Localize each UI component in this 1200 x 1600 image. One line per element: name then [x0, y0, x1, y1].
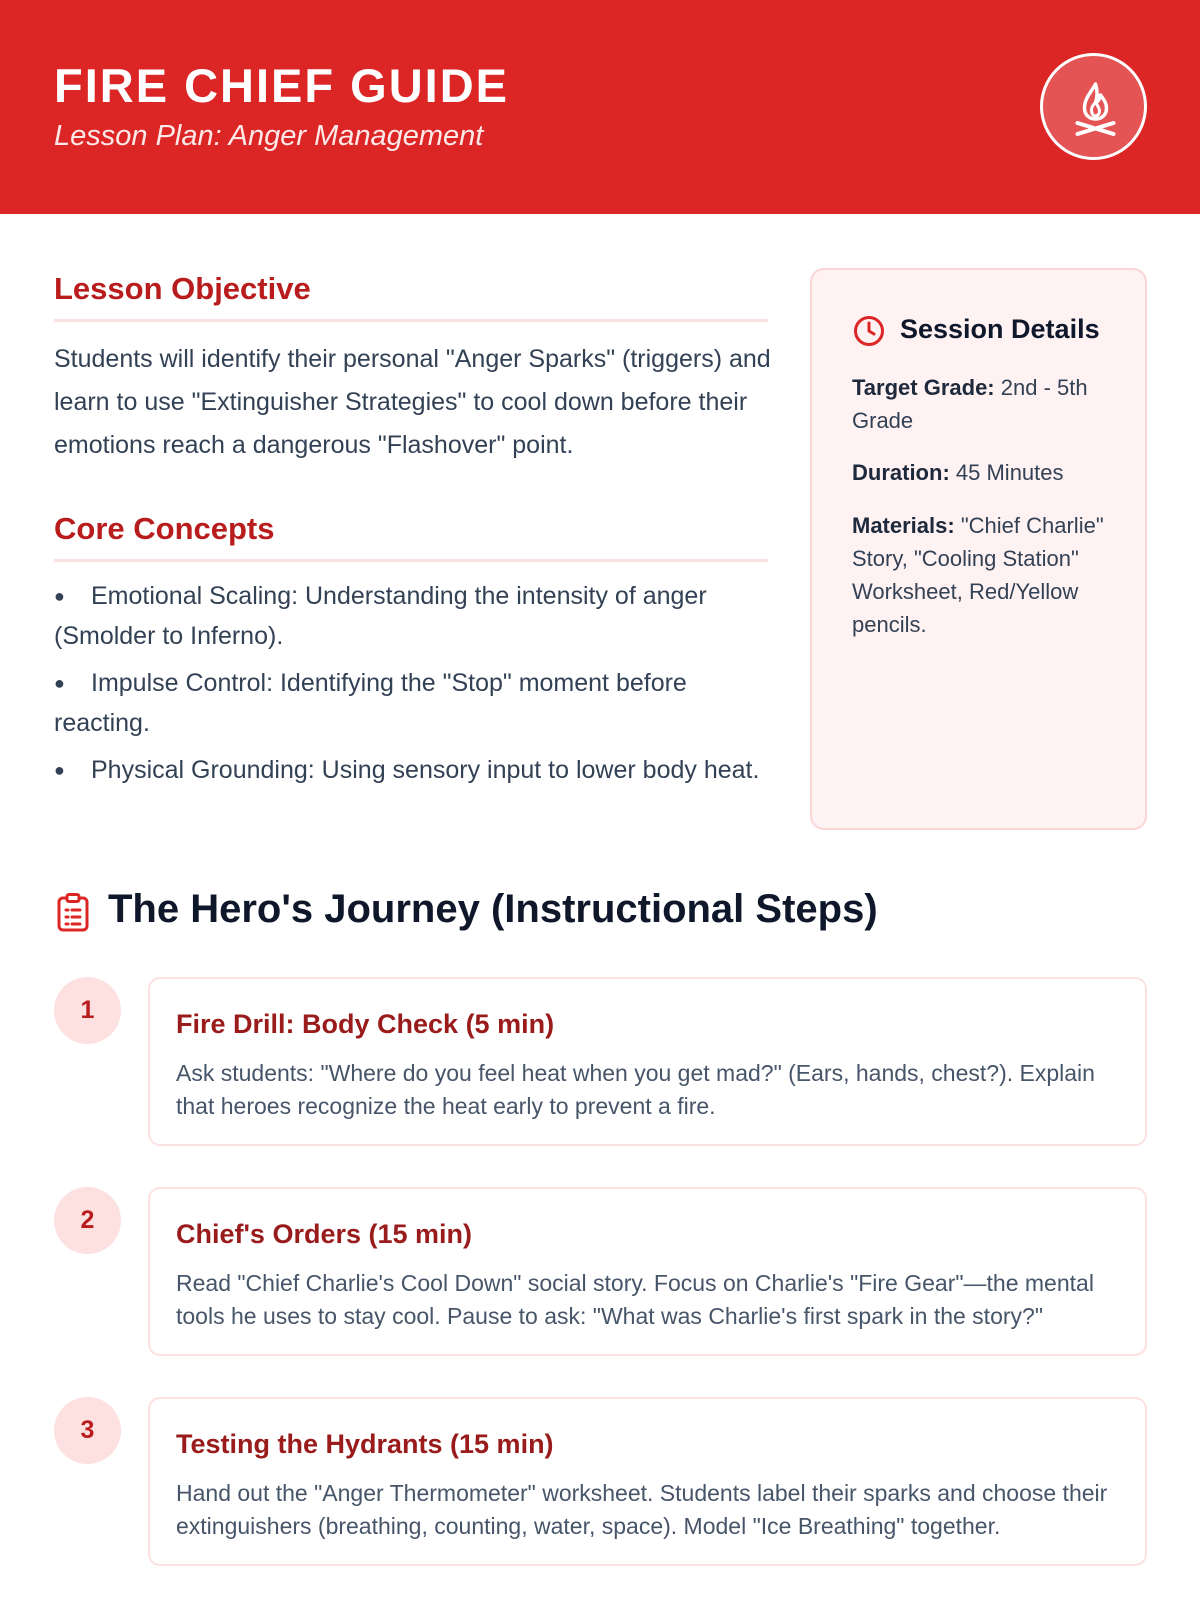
target-grade-row	[852, 371, 1122, 437]
clock-icon	[852, 314, 886, 348]
duration-label: Duration:	[852, 460, 950, 485]
target-grade-label: Target Grade:	[852, 375, 995, 400]
materials-value: "Chief Charlie" Story, "Cooling Station" Worksheet, Red/Yellow pencils.	[852, 513, 1104, 637]
journey-title: The Hero's Journey (Instructional Steps)	[108, 887, 878, 931]
concepts-list	[54, 576, 774, 797]
duration-value: 45 Minutes	[955, 460, 1064, 485]
bullet-icon: ●	[54, 673, 65, 693]
step-title: Fire Drill: Body Check (5 min)	[176, 1009, 555, 1039]
duration-row	[852, 456, 1122, 489]
step-number-3: 3	[54, 1397, 121, 1464]
step-text: Ask students: "Where do you feel heat when you get mad?" (Ears, hands, chest?). Explain that heroes recognize the heat early to prevent a fire.	[176, 1060, 1095, 1119]
materials-label: Materials:	[852, 513, 955, 538]
page-subtitle: Lesson Plan: Anger Management	[54, 120, 484, 152]
step-number-2: 2	[54, 1187, 121, 1254]
list-item: ● Impulse Control: Identifying the "Stop" moment before reacting.	[54, 663, 774, 743]
step-card-2	[148, 1187, 1147, 1356]
list-item: ● Physical Grounding: Using sensory input to lower body heat.	[54, 750, 774, 790]
page-title: FIRE CHIEF GUIDE	[54, 59, 510, 112]
session-details-title: Session Details	[900, 314, 1100, 344]
step-text: Read "Chief Charlie's Cool Down" social story. Focus on Charlie's "Fire Gear"—the mental tools he uses to stay cool. Pause to ask: "What was Charlie's first spark in the story?"	[176, 1270, 1094, 1329]
step-text: Hand out the "Anger Thermometer" worksheet. Students label their sparks and choose their extinguishers (breathing, counting, water, space). Model "Ice Breathing" together.	[176, 1480, 1108, 1539]
page-header	[0, 0, 1200, 214]
header-badge	[1040, 53, 1147, 160]
step-title: Testing the Hydrants (15 min)	[176, 1429, 554, 1459]
list-item: ● Emotional Scaling: Understanding the intensity of anger (Smolder to Inferno).	[54, 576, 774, 656]
step-title: Chief's Orders (15 min)	[176, 1219, 472, 1249]
step-card-1	[148, 977, 1147, 1146]
bullet-icon: ●	[54, 586, 65, 606]
clipboard-icon	[56, 893, 90, 933]
objective-text: Students will identify their personal "Anger Sparks" (triggers) and learn to use "Extinguisher Strategies" to cool down before their emotions reach a dangerous "Flashover" point.	[54, 345, 771, 459]
target-grade-value: 2nd - 5th Grade	[852, 375, 1088, 433]
step-number-1: 1	[54, 977, 121, 1044]
objective-heading: Lesson Objective	[54, 271, 768, 322]
materials-row	[852, 509, 1122, 641]
campfire-icon	[1067, 78, 1124, 138]
concepts-heading: Core Concepts	[54, 511, 768, 562]
bullet-icon: ●	[54, 760, 65, 780]
step-card-3	[148, 1397, 1147, 1566]
session-details-card	[810, 268, 1147, 830]
